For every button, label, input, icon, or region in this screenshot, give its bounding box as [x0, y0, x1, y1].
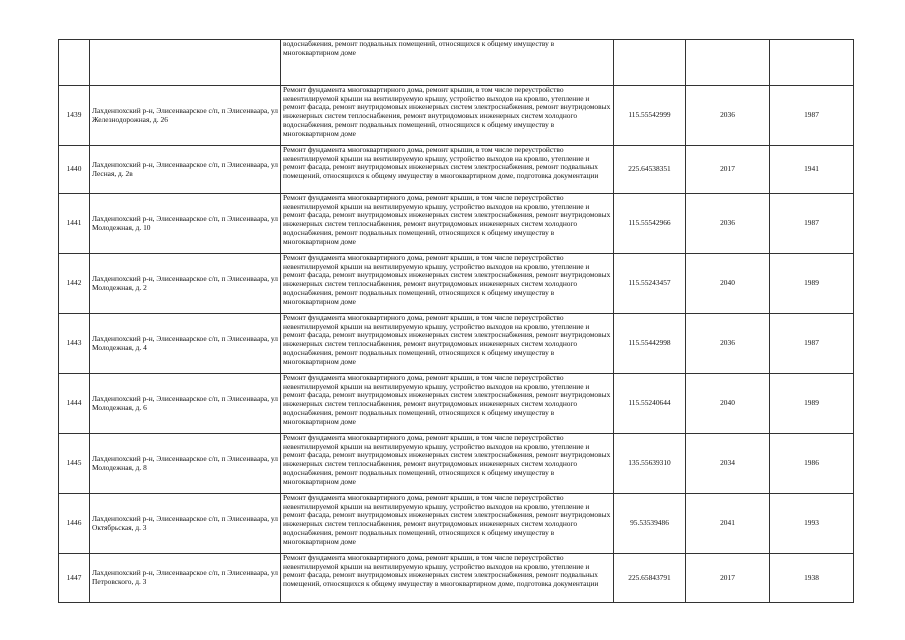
- built-year-cell: 1941: [770, 146, 854, 194]
- built-year-cell: 1987: [770, 194, 854, 254]
- address-cell: Лахденпохский р-н, Элисенваарское с/п, п Элисенваара, ул Лесная, д. 2в: [90, 146, 281, 194]
- planned-year-cell: 2036: [686, 194, 770, 254]
- table-row-continuation: [59, 40, 854, 86]
- address-cell: Лахденпохский р-н, Элисенваарское с/п, п Элисенваара, ул Молодежная, д. 2: [90, 254, 281, 314]
- area-cell: 115.55243457: [614, 254, 686, 314]
- planned-year-cell: 2040: [686, 254, 770, 314]
- row-number-cell: 1447: [59, 554, 90, 603]
- row-number-cell: 1442: [59, 254, 90, 314]
- built-year-cell: 1938: [770, 554, 854, 603]
- row-number-cell: 1446: [59, 494, 90, 554]
- work-list-cell: Ремонт фундамента многоквартирного дома, ремонт крыши, в том числе переустройство невентилируемой крыши на вентилируемую крышу, устройство выходов на кровлю, утепление и ремонт фасада, ремонт внутридомовых инженерных систем электроснабжения, ремонт внутридомовых инженерных систем теплоснабжения, ремонт внутридомовых инженерных систем холодного водоснабжения, ремонт подвальных помещений, относящихся к общему имуществу в многоквартирном доме: [281, 194, 614, 254]
- address-cell: Лахденпохский р-н, Элисенваарское с/п, п Элисенваара, ул Молодежная, д. 4: [90, 314, 281, 374]
- area-cell: 115.55542999: [614, 86, 686, 146]
- address-cell: Лахденпохский р-н, Элисенваарское с/п, п Элисенваара, ул Железнодорожная, д. 26: [90, 86, 281, 146]
- built-year-cell: 1986: [770, 434, 854, 494]
- row-number-cell: [59, 40, 90, 86]
- table-row: [59, 434, 854, 494]
- address-cell: Лахденпохский р-н, Элисенваарское с/п, п Элисенваара, ул Молодежная, д. 6: [90, 374, 281, 434]
- area-cell: [614, 40, 686, 86]
- row-number-cell: 1439: [59, 86, 90, 146]
- address-cell: Лахденпохский р-н, Элисенваарское с/п, п Элисенваара, ул Молодежная, д. 10: [90, 194, 281, 254]
- area-cell: 95.53539486: [614, 494, 686, 554]
- planned-year-cell: 2040: [686, 374, 770, 434]
- table-row: [59, 494, 854, 554]
- built-year-cell: 1987: [770, 86, 854, 146]
- planned-year-cell: 2036: [686, 314, 770, 374]
- table-row: [59, 554, 854, 603]
- work-list-cell: Ремонт фундамента многоквартирного дома, ремонт крыши, в том числе переустройство невентилируемой крыши на вентилируемую крышу, устройство выходов на кровлю, утепление и ремонт фасада, ремонт внутридомовых инженерных систем электроснабжения, ремонт внутридомовых инженерных систем теплоснабжения, ремонт внутридомовых инженерных систем холодного водоснабжения, ремонт подвальных помещений, относящихся к общему имуществу в многоквартирном доме: [281, 494, 614, 554]
- area-cell: 115.55542966: [614, 194, 686, 254]
- row-number-cell: 1443: [59, 314, 90, 374]
- area-cell: 225.65843791: [614, 554, 686, 603]
- work-list-cell: Ремонт фундамента многоквартирного дома, ремонт крыши, в том числе переустройство невентилируемой крыши на вентилируемую крышу, устройство выходов на кровлю, утепление и ремонт фасада, ремонт внутридомовых инженерных систем электроснабжения, ремонт внутридомовых инженерных систем теплоснабжения, ремонт внутридомовых инженерных систем холодного водоснабжения, ремонт подвальных помещений, относящихся к общему имуществу в многоквартирном доме: [281, 314, 614, 374]
- work-list-cell: Ремонт фундамента многоквартирного дома, ремонт крыши, в том числе переустройство невентилируемой крыши на вентилируемую крышу, устройство выходов на кровлю, утепление и ремонт фасада, ремонт внутридомовых инженерных систем электроснабжения, ремонт внутридомовых инженерных систем теплоснабжения, ремонт внутридомовых инженерных систем холодного водоснабжения, ремонт подвальных помещений, относящихся к общему имуществу в многоквартирном доме: [281, 434, 614, 494]
- address-cell: Лахденпохский р-н, Элисенваарское с/п, п Элисенваара, ул Молодежная, д. 8: [90, 434, 281, 494]
- planned-year-cell: 2034: [686, 434, 770, 494]
- area-cell: 115.55240644: [614, 374, 686, 434]
- table-row: [59, 314, 854, 374]
- table-row: [59, 254, 854, 314]
- housing-repair-table: [58, 39, 854, 603]
- work-list-cell: Ремонт фундамента многоквартирного дома, ремонт крыши, в том числе переустройство невентилируемой крыши на вентилируемую крышу, устройство выходов на кровлю, утепление и ремонт фасада, ремонт внутридомовых инженерных систем электроснабжения, ремонт подвальных помещений, относящихся к общему имуществу в многоквартирном доме, подготовка документации: [281, 554, 614, 603]
- work-list-cell: водоснабжения, ремонт подвальных помещений, относящихся к общему имуществу в многоквартирном доме: [281, 40, 614, 86]
- built-year-cell: 1987: [770, 314, 854, 374]
- planned-year-cell: 2017: [686, 146, 770, 194]
- address-cell: Лахденпохский р-н, Элисенваарское с/п, п Элисенваара, ул Петровского, д. 3: [90, 554, 281, 603]
- work-list-cell: Ремонт фундамента многоквартирного дома, ремонт крыши, в том числе переустройство невентилируемой крыши на вентилируемую крышу, устройство выходов на кровлю, утепление и ремонт фасада, ремонт внутридомовых инженерных систем электроснабжения, ремонт внутридомовых инженерных систем теплоснабжения, ремонт внутридомовых инженерных систем холодного водоснабжения, ремонт подвальных помещений, относящихся к общему имуществу в многоквартирном доме: [281, 374, 614, 434]
- area-cell: 115.55442998: [614, 314, 686, 374]
- address-cell: Лахденпохский р-н, Элисенваарское с/п, п Элисенваара, ул Октябрьская, д. 3: [90, 494, 281, 554]
- built-year-cell: [770, 40, 854, 86]
- planned-year-cell: [686, 40, 770, 86]
- table-row: [59, 86, 854, 146]
- address-cell: [90, 40, 281, 86]
- row-number-cell: 1445: [59, 434, 90, 494]
- row-number-cell: 1444: [59, 374, 90, 434]
- area-cell: 225.64538351: [614, 146, 686, 194]
- planned-year-cell: 2041: [686, 494, 770, 554]
- built-year-cell: 1993: [770, 494, 854, 554]
- work-list-cell: Ремонт фундамента многоквартирного дома, ремонт крыши, в том числе переустройство невентилируемой крыши на вентилируемую крышу, устройство выходов на кровлю, утепление и ремонт фасада, ремонт внутридомовых инженерных систем электроснабжения, ремонт подвальных помещений, относящихся к общему имуществу в многоквартирном доме, подготовка документации: [281, 146, 614, 194]
- built-year-cell: 1989: [770, 254, 854, 314]
- row-number-cell: 1441: [59, 194, 90, 254]
- table-row: [59, 194, 854, 254]
- work-list-cell: Ремонт фундамента многоквартирного дома, ремонт крыши, в том числе переустройство невентилируемой крыши на вентилируемую крышу, устройство выходов на кровлю, утепление и ремонт фасада, ремонт внутридомовых инженерных систем электроснабжения, ремонт внутридомовых инженерных систем теплоснабжения, ремонт внутридомовых инженерных систем холодного водоснабжения, ремонт подвальных помещений, относящихся к общему имуществу в многоквартирном доме: [281, 254, 614, 314]
- row-number-cell: 1440: [59, 146, 90, 194]
- area-cell: 135.55639310: [614, 434, 686, 494]
- table-row: [59, 146, 854, 194]
- built-year-cell: 1989: [770, 374, 854, 434]
- table-row: [59, 374, 854, 434]
- planned-year-cell: 2036: [686, 86, 770, 146]
- planned-year-cell: 2017: [686, 554, 770, 603]
- work-list-cell: Ремонт фундамента многоквартирного дома, ремонт крыши, в том числе переустройство невентилируемой крыши на вентилируемую крышу, устройство выходов на кровлю, утепление и ремонт фасада, ремонт внутридомовых инженерных систем электроснабжения, ремонт внутридомовых инженерных систем теплоснабжения, ремонт внутридомовых инженерных систем холодного водоснабжения, ремонт подвальных помещений, относящихся к общему имуществу в многоквартирном доме: [281, 86, 614, 146]
